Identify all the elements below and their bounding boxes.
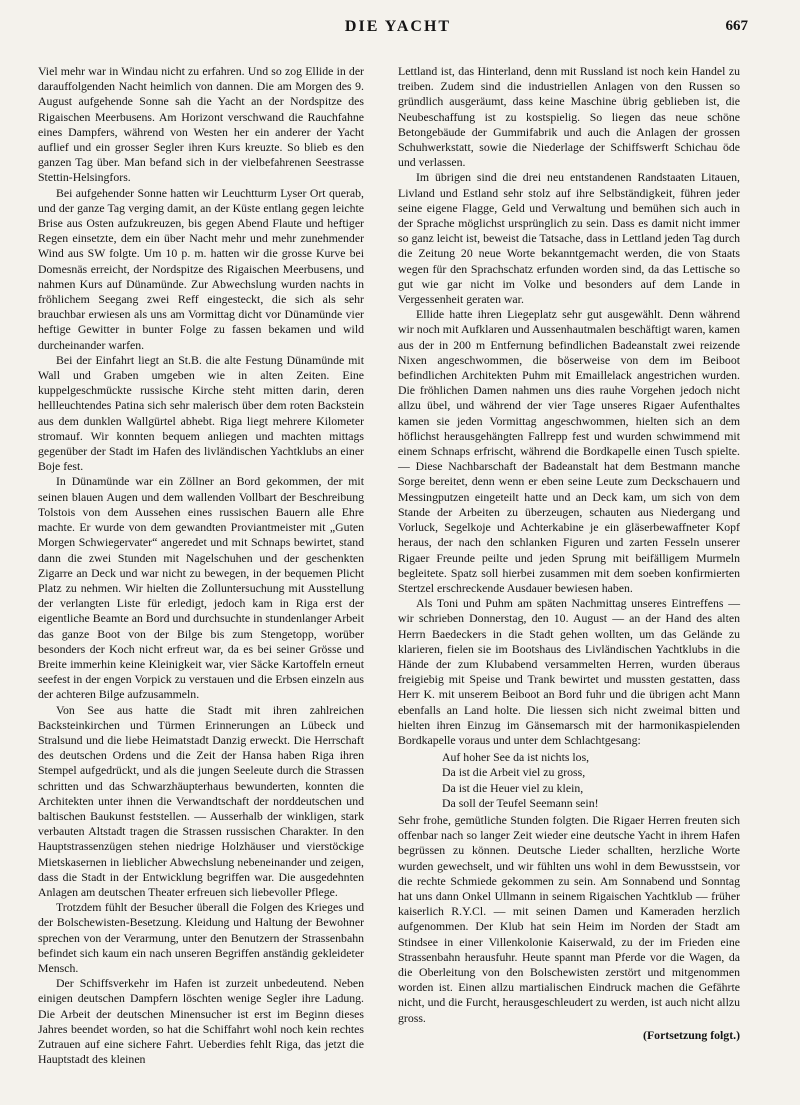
left-column: [38, 64, 364, 1067]
continued-note: (Fortsetzung folgt.): [643, 1027, 740, 1042]
verse-line: Auf hoher See da ist nichts los,: [442, 750, 590, 765]
page-number: 667: [725, 18, 748, 34]
paragraph: Der Schiffsverkehr im Hafen ist zurzeit unbedeutend. Neben einigen deutschen Dampfern löschten wenige Segler ihre Ladung. Die Arbeit der deutschen Minensucher ist erst im Beginn dieses Jahres beendet worden, so hat die Schiffahrt wohl noch kein rechtes Zutrauen auf eine sichere Fahrt. Ueberdies fehlt Riga, das jetzt die Hauptstadt des kleinen: [38, 976, 364, 1067]
song-verse: [442, 750, 740, 811]
paragraph: In Dünamünde war ein Zöllner an Bord gekommen, der mit seinen blauen Augen und dem wallenden Vollbart der Beschreibung Tolstois von dem Aussehen eines russischen Bauern alle Ehre machte. Er wurde von dem gewandten Proviantmeister mit „Guten Morgen Schwiegervater“ angeredet und mit Schnaps bewirtet, stand dann die zwei Stunden mit Nagelschuhen und der geschenkten Zigarre an Deck und war nicht zu bewegen, in der bequemen Plicht Platz zu nehmen. Wir hielten die Zolluntersuchung mit Ausstellung der verlangten Liste für erledigt, jedoch kam in Riga erst der eigentliche Beamte an Bord und durchsuchte in stundenlanger Arbeit das ganze Boot von der Bilge bis zum Stengetopp, worüber besonders der Koch nicht erfreut war, da es bei seiner Grösse und Breite immerhin keine Kleinigkeit war, vier Säcke Kartoffeln erneut seefest in der engen Vorpick zu verstauen und die Erbsen einzeln aus der achteren Bilge aufzusammeln.: [38, 474, 364, 702]
paragraph: Ellide hatte ihren Liegeplatz sehr gut ausgewählt. Denn während wir noch mit Aufklaren und Aussenhautmalen beschäftigt waren, kamen aus der in 200 m Entfernung befindlichen Badeanstalt zwei reizende Nixen angeschwommen, die böserweise von dem im Beiboot befindlichen Architekten Puhm mit Emaillelack angestrichen wurden. Die fröhlichen Damen nahmen uns dies rauhe Vorgehen jedoch nicht allzu übel, und während der vier Tage unseres Rigaer Aufenthaltes kamen sie jeden Vormittag angeschwommen, hielten sich an dem höflichst herausgehängten Fallrepp fest und wurden schwimmend mit einem Schnaps erfrischt, während die Bordkapelle einen Tusch spielte. — Diese Nachbarschaft der Badeanstalt hat dem Bestmann manche Sorge bereitet, denn wenn er eben seine Leute zum Deckschauern und Messingputzen eingeteilt hatte und an Deck kam, um sich von dem Stande der Arbeiten zu überzeugen, schauten aus Niedergang und Vorluck, Segelkoje und Achterkabine je ein gläserbewaffneter Kopf heraus, der nach den schlanken Figuren und zarten Fesseln unserer Rigaer Freunde peilte und jeden Sprung mit beifälligem Murmeln begleitete. Spatz soll hierbei zusammen mit dem soeben konfirmierten Stertzel erschreckende Ausdauer bewiesen haben.: [398, 307, 740, 595]
paragraph: Viel mehr war in Windau nicht zu erfahren. Und so zog Ellide in der darauffolgenden Nacht heimlich von dannen. Die am Morgen des 9. August aufgehende Sonne sah die Yacht an der Nordspitze des Rigaischen Meerbusens. Am Horizont verschwand die Rauchfahne eines Dampfers, während von Westen her ein anderer der Yacht auflief und ein grosser Segler ihren Kurs kreuzte. So blieb es den ganzen Tag über. Man befand sich in der vielbefahrenen Seestrasse Stettin-Helsingfors.: [38, 64, 364, 185]
paragraph: Bei der Einfahrt liegt an St.B. die alte Festung Dünamünde mit Wall und Graben umgeben wie in alten Zeiten. Eine kuppelgeschmückte russische Kirche steht mitten darin, deren hellleuchtendes Patina sich sehr malerisch über dem roten Backstein aus dem dunklen Wallgürtel abhebt. Riga liegt mehrere Kilometer stromauf. Wir konnten bequem anliegen und machten mittags gegenüber der Stadt im Hafen des livländischen Yachtklubs an einer Boje fest.: [38, 352, 364, 474]
verse-line: Da ist die Heuer viel zu klein,: [442, 780, 584, 795]
paragraph: Sehr frohe, gemütliche Stunden folgten. Die Rigaer Herren freuten sich offenbar nach so langer Zeit wieder eine deutsche Yacht in ihrem Hafen begrüssen zu können. Deutsche Lieder schallten, herzliche Worte wurden gewechselt, und wir fühlten uns wohl in dem Bewusstsein, vor die rechte Schmiede gekommen zu sein. Am Sonnabend und Sonntag hat uns dann Onkel Ullmann in seinem Rigaischen Yachtklub — früher kaiserlich R.Y.Cl. — mit seinen Damen und Kameraden herzlich aufgenommen. Der Klub hat sein Heim im Norden der Stadt am Stindsee in einer Villenkolonie Kaiserwald, zu der im Frieden eine Strassenbahn herausfuhr. Heute spannt man Pferde vor die Wagen, da die Oberleitung von den Bolschewisten zerstört und mitgenommen worden ist. Einen allzu martialischen Eindruck machen die Gefährte nicht, und die Furcht, herausgeschleudert zu werden, ist auch nicht allzu gross.: [398, 812, 740, 1025]
right-column: [398, 64, 740, 1043]
verse-line: Da ist die Arbeit viel zu gross,: [442, 765, 586, 780]
paragraph: Trotzdem fühlt der Besucher überall die Folgen des Krieges und der Bolschewisten-Besetzung. Kleidung und Haltung der Bewohner sprechen von der Verarmung, unter den Benutzern der Strassenbahn befindet sich kaum ein nach unseren Begriffen anständig gekleideter Mensch.: [38, 900, 364, 975]
paragraph: Lettland ist, das Hinterland, denn mit Russland ist noch kein Handel zu treiben. Zudem sind die industriellen Anlagen von den Russen so gründlich ausgeräumt, dass keine Maschine übrig geblieben ist, die Neubeschaffung ist zu kostspielig. So liegen das neue schöne Betongebäude der Gummifabrik und auch die Anlagen der grossen Schuhwerkstatt, sowie die Niederlage der Schiffswerft Schichau öde und verlassen.: [398, 64, 740, 170]
paragraph: Von See aus hatte die Stadt mit ihren zahlreichen Backsteinkirchen und Türmen Erinnerungen an Lübeck und Stralsund und die liebe Heimatstadt Danzig erweckt. Die Herrschaft des deutschen Ordens und die Zeit der Hansa haben Riga ihren Stempel aufgedrückt, und als die jungen Seeleute durch die Strassen schritten und das Schwarzhäupterhaus bewunderten, konnten die Architekten unter ihnen die Verwandtschaft der norddeutschen und baltischen Baukunst feststellen. — Ausserhalb der winkligen, stark verbauten Altstadt tragen die Strassen russischen Charakter. In den Hauptstrassenzügen stehen niedrige Holzhäuser und vierstöckige Mietskasernen in lieblicher Abwechslung nebeneinander und zeigen, dass die Stadt in der Entwicklung begriffen war. Die ausgedehnten Anlagen am deutschen Theater erfreuen sich liebevoller Pflege.: [38, 702, 364, 899]
verse-line: Da soll der Teufel Seemann sein!: [442, 795, 599, 810]
paragraph: Im übrigen sind die drei neu entstandenen Randstaaten Litauen, Livland und Estland sehr stolz auf ihre Selbständigkeit, führen jeder seine eigene Flagge, Geld und Verwaltung und bemühen sich auch in der Sprache möglichst ursprünglich zu sein. Dass es damit nicht immer so ganz leicht ist, beweist die Tatsache, dass in Lettland jeden Tag durch die Zeitung 20 neue Worte bekanntgemacht werden, die von Staats wegen für den Sprachschatz erfunden worden sind, da das Lettische so gut wie gar nicht im Volke und besonders auf dem Lande in Vergessenheit geraten war.: [398, 170, 740, 307]
page-header: [48, 16, 748, 40]
running-title: DIE YACHT: [344, 18, 452, 35]
paragraph: Bei aufgehender Sonne hatten wir Leuchtturm Lyser Ort querab, und der ganze Tag verging damit, an der Küste entlang gegen leichte Brise aus Osten aufzukreuzen, bis gegen Abend Flaute und heftiger Regen einsetzte, dem ein über Nacht mehr und mehr zunehmender Wind aus SW folgte. Um 10 p. m. hatten wir die grosse Kurve bei Domesnäs erreicht, der Nordspitze des Rigaischen Meerbusens, und nahmen Kurs auf Dünamünde. Zur Abwechslung wurden nachts in fröhlichem Seegang zwei Reff eingesteckt, die sich als sehr brauchbar erwiesen als uns am Vormittag dicht vor Dünamünde vier heftige Gewitter in bunter Folge zu fassen bekamen und wild durcheinander warfen.: [38, 185, 364, 352]
paragraph: Als Toni und Puhm am späten Nachmittag unseres Eintreffens — wir schrieben Donnerstag, den 10. August — an der Hand des alten Herrn Baedeckers in die Stadt gehen wollten, um das Gelände zu klarieren, fielen sie im Bootshaus des Livländischen Yachtklubs in die Hände der zum Klubabend versammelten Herren, wurden überaus freigiebig mit Speise und Trank bewirtet und mussten gestatten, dass Herr K. mit unserem Beiboot an Bord fuhr und die übrigen acht Mann ebenfalls an Land holte. Die liessen sich nicht zweimal bitten und hielten ihren Einzug im Gänsemarsch mit der harmonikaspielenden Bordkapelle voraus und unter dem Schlachtgesang:: [398, 596, 740, 747]
